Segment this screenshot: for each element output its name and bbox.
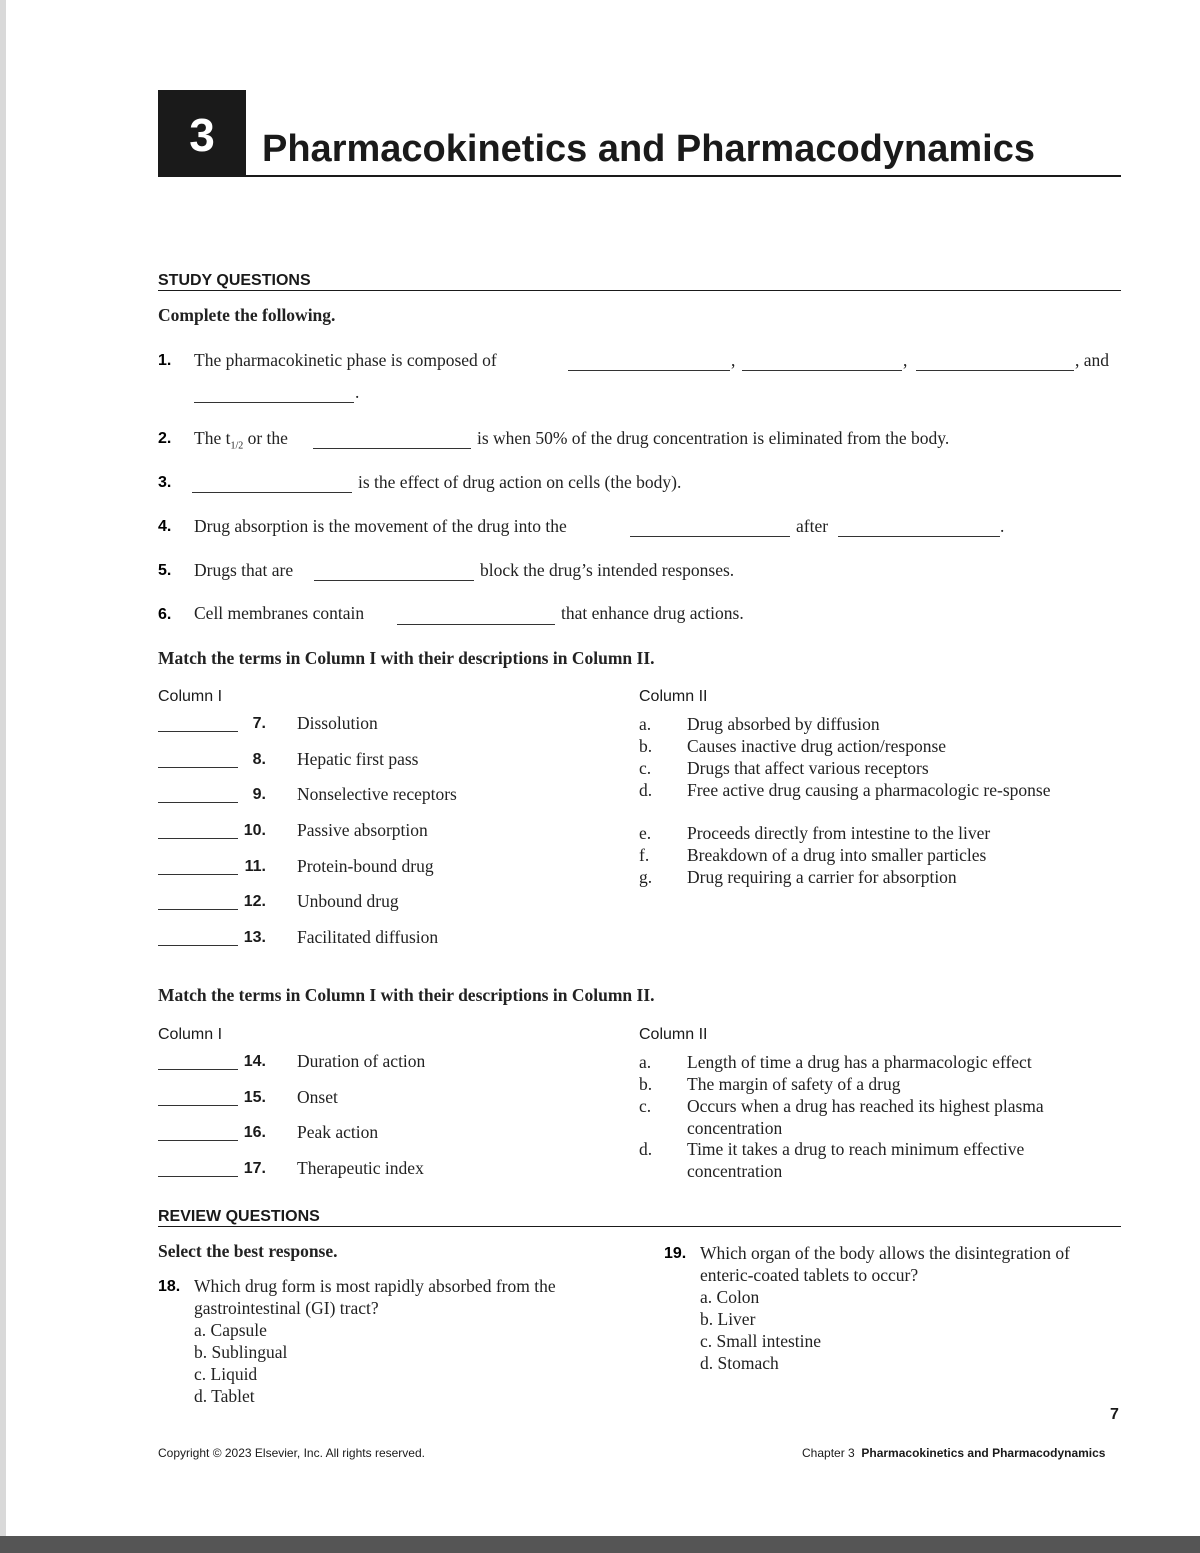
description-text: Length of time a drug has a pharmacologic effect (687, 1052, 1032, 1072)
footer-chapter (802, 1446, 1105, 1460)
description-letter: a. (639, 714, 652, 734)
question-18-text-line2: gastrointestinal (GI) tract? (194, 1298, 379, 1318)
description-letter: f. (639, 845, 650, 865)
footer-copyright: Copyright © 2023 Elsevier, Inc. All rights reserved. (158, 1446, 425, 1460)
question-19-text-line2: enteric-coated tablets to occur? (700, 1265, 919, 1285)
match-term: Nonselective receptors (297, 784, 457, 804)
match-term-number: 16. (243, 1124, 266, 1141)
review-questions-heading: REVIEW QUESTIONS (158, 1208, 320, 1225)
question-number: 4. (158, 518, 172, 535)
match-term: Facilitated diffusion (297, 927, 439, 947)
question-1-and: , and (1075, 350, 1110, 370)
chapter-rule (158, 175, 1121, 177)
answer-blank[interactable] (314, 566, 474, 581)
match-term: Dissolution (297, 713, 378, 733)
column-1-heading: Column I (158, 688, 223, 705)
punctuation: . (355, 382, 360, 402)
description-text: The margin of safety of a drug (687, 1074, 901, 1094)
match-term: Protein-bound drug (297, 856, 434, 876)
match-term-number: 10. (243, 822, 266, 839)
description-text: Drug requiring a carrier for absorption (687, 867, 957, 887)
description-letter: g. (639, 867, 653, 887)
answer-option[interactable]: a. Capsule (194, 1320, 267, 1340)
question-number: 5. (158, 562, 172, 579)
answer-option[interactable]: c. Small intestine (700, 1331, 822, 1351)
question-number: 6. (158, 606, 172, 623)
question-number: 2. (158, 430, 172, 447)
match-term-number: 14. (243, 1053, 266, 1070)
description-letter: b. (639, 1074, 653, 1094)
answer-blank[interactable] (313, 434, 471, 449)
footer-chapter-label: Chapter 3 (802, 1446, 855, 1460)
question-number: 1. (158, 352, 172, 369)
punctuation: , (903, 350, 908, 370)
page-number: 7 (1110, 1406, 1119, 1423)
answer-blank[interactable] (838, 522, 1000, 537)
match-term: Therapeutic index (297, 1158, 424, 1178)
question-2-text-end: is when 50% of the drug concentration is eliminated from the body. (477, 428, 950, 448)
answer-option[interactable]: a. Colon (700, 1287, 760, 1307)
answer-option[interactable]: b. Sublingual (194, 1342, 288, 1362)
column-2-heading: Column II (639, 688, 708, 705)
match-term: Peak action (297, 1122, 379, 1142)
answer-blank[interactable] (568, 356, 730, 371)
answer-blank[interactable] (916, 356, 1074, 371)
answer-option[interactable]: d. Stomach (700, 1353, 779, 1373)
match-term: Onset (297, 1087, 338, 1107)
column-1-heading: Column I (158, 1026, 223, 1043)
section-rule (158, 1226, 1121, 1227)
study-instruction: Complete the following. (158, 305, 336, 325)
answer-blank[interactable] (194, 388, 354, 403)
column-2-heading: Column II (639, 1026, 708, 1043)
description-text: Drug absorbed by diffusion (687, 714, 880, 734)
question-19-text: Which organ of the body allows the disintegration of (700, 1243, 1071, 1263)
question-18-text: Which drug form is most rapidly absorbed from the (194, 1276, 556, 1296)
question-3-text: is the effect of drug action on cells (the body). (358, 472, 682, 492)
description-letter: a. (639, 1052, 652, 1072)
question-number: 18. (158, 1278, 181, 1295)
answer-option[interactable]: c. Liquid (194, 1364, 258, 1384)
match-term-number: 12. (243, 893, 266, 910)
description-letter: d. (639, 1139, 653, 1159)
scan-edge (0, 0, 6, 1553)
section-rule (158, 290, 1121, 291)
description-text: Breakdown of a drug into smaller particles (687, 845, 987, 865)
answer-option[interactable]: b. Liver (700, 1309, 756, 1329)
match-2-instruction: Match the terms in Column I with their descriptions in Column II. (158, 985, 655, 1005)
match-term: Passive absorption (297, 820, 428, 840)
description-text: Drugs that affect various receptors (687, 758, 929, 778)
question-6-text-end: that enhance drug actions. (561, 603, 744, 623)
match-term: Hepatic first pass (297, 749, 419, 769)
question-5-text: Drugs that are (194, 560, 294, 580)
match-term-number: 17. (243, 1160, 266, 1177)
match-term-number: 11. (244, 858, 266, 875)
punctuation: . (1000, 516, 1005, 536)
answer-option[interactable]: d. Tablet (194, 1386, 255, 1406)
scan-edge (0, 1536, 1200, 1553)
study-questions-heading: STUDY QUESTIONS (158, 272, 311, 289)
description-text: Free active drug causing a pharmacologic re-sponse (687, 780, 1051, 800)
question-4-after: after (796, 516, 829, 536)
description-text: Causes inactive drug action/response (687, 736, 947, 756)
match-term-number: 13. (243, 929, 266, 946)
description-letter: c. (639, 758, 652, 778)
chapter-title: Pharmacokinetics and Pharmacodynamics (262, 128, 1035, 170)
match-term-number: 8. (252, 751, 266, 768)
description-text: Time it takes a drug to reach minimum effective concentration (687, 1139, 1025, 1181)
review-instruction: Select the best response. (158, 1241, 338, 1261)
answer-blank[interactable] (192, 478, 352, 493)
match-1-instruction: Match the terms in Column I with their descriptions in Column II. (158, 648, 655, 668)
match-term-number: 7. (252, 715, 266, 732)
answer-blank[interactable] (397, 610, 555, 625)
punctuation: , (731, 350, 736, 370)
description-letter: b. (639, 736, 653, 756)
question-4-text: Drug absorption is the movement of the drug into the (194, 516, 567, 536)
answer-blank[interactable] (630, 522, 790, 537)
match-term-number: 15. (243, 1089, 266, 1106)
footer-chapter-title: Pharmacokinetics and Pharmacodynamics (861, 1446, 1106, 1460)
match-term: Unbound drug (297, 891, 399, 911)
description-text: Occurs when a drug has reached its highest plasma concentration (687, 1096, 1044, 1138)
match-term-number: 9. (252, 786, 266, 803)
answer-blank[interactable] (742, 356, 902, 371)
description-letter: d. (639, 780, 653, 800)
description-letter: c. (639, 1096, 652, 1116)
question-number: 3. (158, 474, 172, 491)
description-text: Proceeds directly from intestine to the liver (687, 823, 991, 843)
question-6-text: Cell membranes contain (194, 603, 365, 623)
question-number: 19. (664, 1245, 687, 1262)
match-term: Duration of action (297, 1051, 426, 1071)
question-2-text: The $t_{1/2}$ or the (194, 428, 288, 452)
question-1-text: The pharmacokinetic phase is composed of (194, 350, 497, 370)
question-5-text-end: block the drug’s intended responses. (480, 560, 735, 580)
description-letter: e. (639, 823, 652, 843)
chapter-number-box: 3 (158, 90, 246, 176)
